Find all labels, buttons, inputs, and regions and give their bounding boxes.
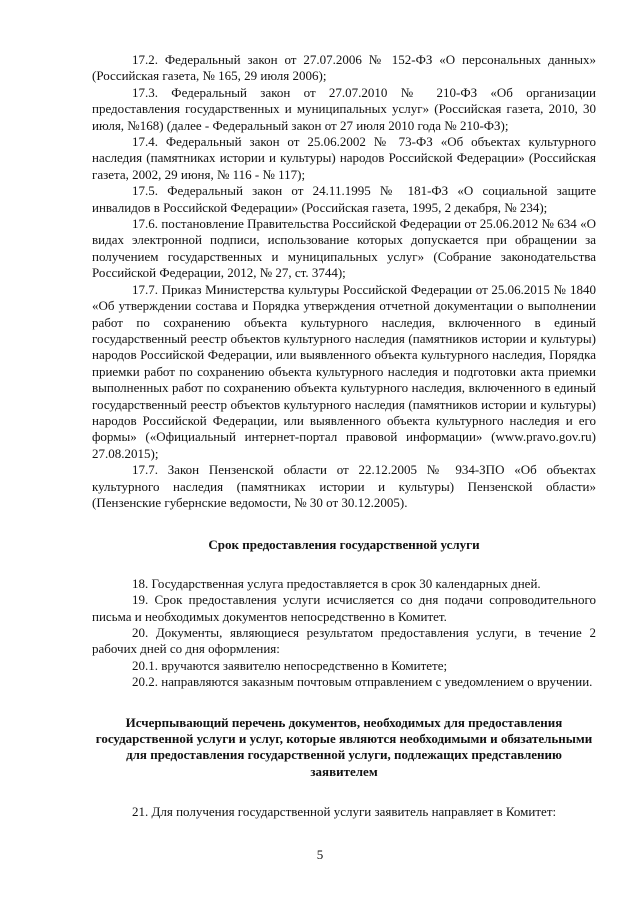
- paragraph-17-4: 17.4. Федеральный закон от 25.06.2002 № 73-ФЗ «Об объектах культурного наследия (памятниках истории и культуры) народов Российской Федерации» (Российская газета, 2002, 29 июня, № 116 - № 117);: [92, 134, 596, 182]
- document-body: [92, 52, 596, 821]
- paragraph-17-5: 17.5. Федеральный закон от 24.11.1995 № 181-ФЗ «О социальной защите инвалидов в Российской Федерации» (Российская газета, 1995, 2 декабря, № 234);: [92, 183, 596, 215]
- paragraph-18: 18. Государственная услуга предоставляется в срок 30 календарных дней.: [132, 575, 541, 591]
- paragraph-17-6: 17.6. постановление Правительства Российской Федерации от 25.06.2012 № 634 «О видах электронной подписи, использование которых допускается при обращении за получением государственных и муниципальных услуг» (Собрание законодательства Российской Федерации, 2012, № 27, ст. 3744);: [92, 216, 596, 281]
- section-heading-service-term: Срок предоставления государственной услуги: [208, 537, 480, 553]
- page-number: 5: [316, 847, 324, 862]
- paragraph-17-7-order: 17.7. Приказ Министерства культуры Российской Федерации от 25.06.2015 № 1840 «Об утверждении состава и Порядка утверждения отчетной документации о выполнении работ по сохранению объекта культурного наследия, включенного в единый государственный реестр объектов культурного наследия (памятников истории и культуры) народов Российской Федерации, или выявленного объекта культурного наследия, Порядка приемки работ по сохранению объекта культурного наследия и подготовки акта приемки выполненных работ по сохранению объекта культурного наследия, включенного в единый государственный реестр объектов культурного наследия (памятников истории и культуры) народов Российской Федерации, или выявленного объекта культурного наследия и его формы» («Официальный интернет-портал правовой информации» (www.pravo.gov.ru) 27.08.2015);: [92, 281, 596, 461]
- paragraph-20-2: 20.2. направляются заказным почтовым отправлением с уведомлением о вручении.: [132, 674, 593, 690]
- paragraph-19: 19. Срок предоставления услуги исчисляется со дня подачи сопроводительного письма и необходимых документов непосредственно в Комитет.: [92, 592, 596, 624]
- paragraph-21: 21. Для получения государственной услуги заявитель направляет в Комитет:: [132, 804, 557, 820]
- paragraph-17-2: 17.2. Федеральный закон от 27.07.2006 № 152-ФЗ «О персональных данных» (Российская газета, № 165, 29 июля 2006);: [92, 52, 596, 84]
- paragraph-20: 20. Документы, являющиеся результатом предоставления услуги, в течение 2 рабочих дней со дня оформления:: [92, 625, 596, 657]
- section-heading-documents-list: Исчерпывающий перечень документов, необходимых для предоставления государственной услуги и услуг, которые являются необходимыми и обязательными для предоставления государственной услуги, подлежащих представлению заявителем: [95, 714, 593, 779]
- paragraph-17-3: 17.3. Федеральный закон от 27.07.2010 № 210-ФЗ «Об организации предоставления государственных и муниципальных услуг» (Российская газета, 2010, 30 июля, №168) (далее - Федеральный закон от 27 июля 2010 года № 210-ФЗ);: [92, 84, 596, 133]
- paragraph-17-7-law: 17.7. Закон Пензенской области от 22.12.2005 № 934-ЗПО «Об объектах культурного наследия (памятниках истории и культуры) Пензенской области» (Пензенские губернские ведомости, № 30 от 30.12.2005).: [92, 462, 596, 510]
- paragraph-20-1: 20.1. вручаются заявителю непосредственно в Комитете;: [132, 657, 448, 673]
